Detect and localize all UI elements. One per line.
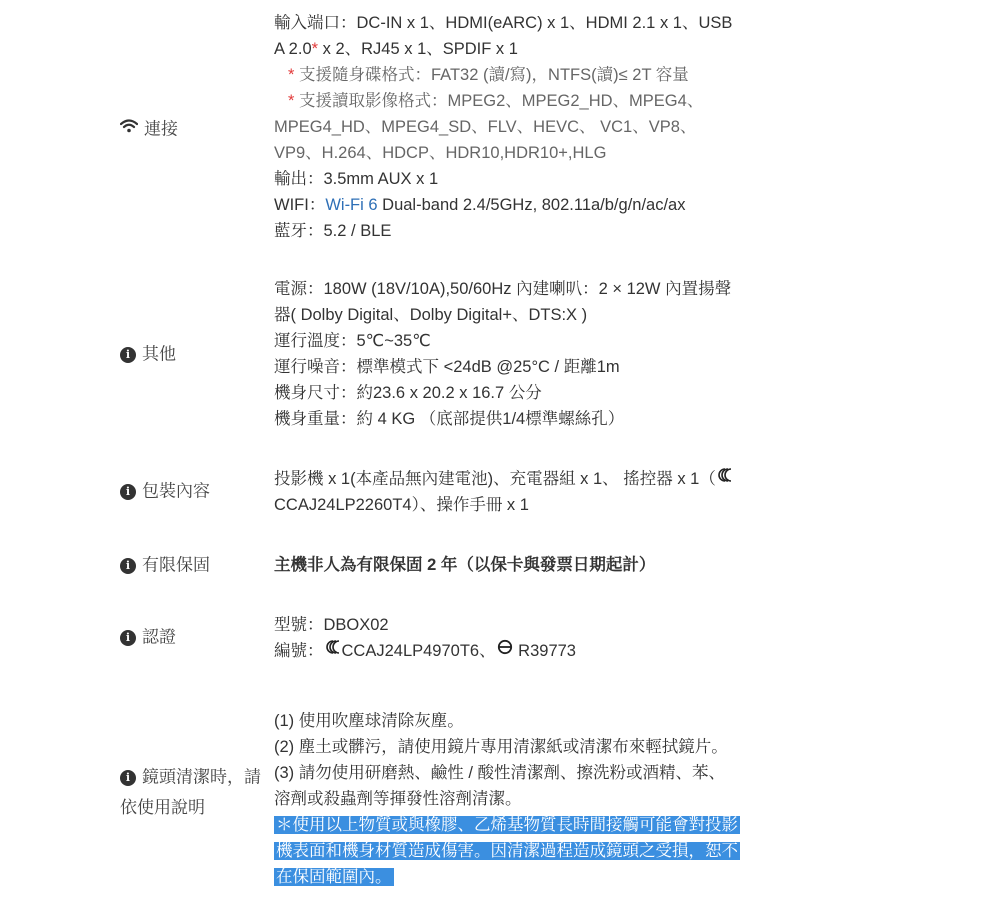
spec-label-text: 其他 bbox=[142, 344, 176, 364]
spec-text: R39773 bbox=[513, 642, 576, 660]
spec-line bbox=[274, 466, 754, 492]
spec-label-connection bbox=[120, 116, 270, 143]
spec-text: 投影機 x 1(本產品無內建電池)、充電器組 x 1、 搖控器 x 1（ bbox=[274, 470, 716, 488]
spec-label-text: 依使用說明 bbox=[120, 797, 205, 817]
spec-text: WIFI： bbox=[274, 196, 326, 214]
spec-label-text: 包裝內容 bbox=[142, 481, 210, 501]
info-icon: i bbox=[120, 761, 136, 791]
spec-line bbox=[274, 62, 754, 88]
info-icon: i bbox=[120, 623, 136, 649]
highlighted-text: 機表面和機身材質造成傷害。因清潔過程造成鏡頭之受損，恕不 bbox=[276, 842, 738, 860]
spec-line: CCAJ24LP2260T4）、操作手冊 x 1 bbox=[274, 496, 529, 514]
spec-line: 溶劑或殺蟲劑等揮發性溶劑清潔。 bbox=[274, 790, 522, 808]
spec-line: 運行溫度：5℃~35℃ bbox=[274, 332, 431, 350]
spec-label-line bbox=[120, 762, 278, 793]
highlighted-text: 在保固範圍內。 bbox=[276, 868, 392, 886]
spec-line bbox=[274, 192, 754, 218]
spec-line bbox=[274, 36, 754, 62]
spec-line: (1) 使用吹塵球清除灰塵。 bbox=[274, 712, 464, 730]
wifi-icon bbox=[120, 115, 138, 141]
highlighted-text: ＊使用以上物質或與橡膠、乙烯基物質長時間接觸可能會對投影 bbox=[276, 816, 738, 834]
ncc-mark-icon bbox=[716, 465, 734, 491]
spec-content-cleaning bbox=[274, 708, 754, 890]
spec-label-text: 鏡頭清潔時，請 bbox=[142, 767, 261, 787]
spec-label-other bbox=[120, 341, 270, 368]
spec-row-warranty bbox=[116, 552, 760, 580]
warranty-text: 主機非人為有限保固 2 年（以保卡與發票日期起計） bbox=[274, 556, 656, 574]
spec-label-text: 認證 bbox=[142, 627, 176, 647]
spec-text: A 2.0 bbox=[274, 40, 312, 58]
spec-line: 運行噪音：標準模式下 <24dB @25°C / 距離1m bbox=[274, 358, 620, 376]
highlighted-line bbox=[274, 812, 754, 838]
spec-line: 機身重量：約 4 KG （底部提供1/4標準螺絲孔） bbox=[274, 410, 625, 428]
ncc-mark-icon bbox=[324, 637, 342, 663]
spec-row-cleaning bbox=[116, 708, 760, 890]
spec-label-certification bbox=[120, 624, 270, 651]
footnote-star: * bbox=[288, 92, 300, 110]
spec-text: 編號： bbox=[274, 642, 324, 660]
spec-line bbox=[274, 638, 754, 664]
spec-line bbox=[274, 88, 754, 114]
spec-row-other bbox=[116, 276, 760, 436]
spec-label-warranty bbox=[120, 552, 270, 579]
bsmi-mark-icon bbox=[496, 637, 514, 663]
spec-line: 機身尺寸：約23.6 x 20.2 x 16.7 公分 bbox=[274, 384, 542, 402]
spec-row-package bbox=[116, 466, 760, 522]
spec-line: (3) 請勿使用研磨熱、鹼性 / 酸性清潔劑、擦洗粉或酒精、苯、 bbox=[274, 764, 726, 782]
spec-content-connection bbox=[274, 10, 754, 244]
spec-label-text: 連接 bbox=[144, 119, 178, 139]
info-icon: i bbox=[120, 477, 136, 503]
spec-content-package bbox=[274, 466, 754, 518]
spec-line: VP9、H.264、HDCP、HDR10,HDR10+,HLG bbox=[274, 144, 607, 162]
wifi6-link[interactable]: Wi-Fi 6 bbox=[325, 196, 378, 214]
spec-line: 型號：DBOX02 bbox=[274, 616, 389, 634]
spec-panel bbox=[116, 0, 760, 892]
spec-line: 器( Dolby Digital、Dolby Digital+、DTS:X ) bbox=[274, 306, 588, 324]
spec-line: MPEG4_HD、MPEG4_SD、FLV、HEVC、 VC1、VP8、 bbox=[274, 118, 697, 136]
spec-line: 電源：180W (18V/10A),50/60Hz 內建喇叭：2 × 12W 內置揚聲 bbox=[274, 280, 732, 298]
spec-row-connection bbox=[116, 8, 760, 248]
spec-text: Dual-band 2.4/5GHz, 802.11a/b/g/n/ac/ax bbox=[377, 196, 686, 214]
footnote-star: * bbox=[311, 40, 319, 58]
spec-content-certification bbox=[274, 612, 754, 664]
spec-text: CCAJ24LP4970T6、 bbox=[341, 642, 496, 660]
spec-label-text: 有限保固 bbox=[142, 555, 210, 575]
spec-line: 輸入端口：DC-IN x 1、HDMI(eARC) x 1、HDMI 2.1 x 1、USB bbox=[274, 14, 733, 32]
spec-label-cleaning bbox=[120, 762, 278, 823]
spec-text: x 2、RJ45 x 1、SPDIF x 1 bbox=[318, 40, 518, 58]
footnote-star: * bbox=[288, 66, 300, 84]
spec-row-certification bbox=[116, 612, 760, 668]
spec-label-package bbox=[120, 478, 270, 505]
spec-text: 支援隨身碟格式：FAT32 (讀/寫)，NTFS(讀)≤ 2T 容量 bbox=[299, 66, 689, 84]
spec-content-other bbox=[274, 276, 754, 432]
highlighted-line bbox=[274, 838, 754, 864]
info-icon: i bbox=[120, 551, 136, 577]
spec-text: 支援讀取影像格式：MPEG2、MPEG2_HD、MPEG4、 bbox=[299, 92, 704, 110]
highlighted-line bbox=[274, 864, 754, 890]
spec-line: 藍牙：5.2 / BLE bbox=[274, 222, 392, 240]
info-icon: i bbox=[120, 340, 136, 366]
spec-line: (2) 塵土或髒污，請使用鏡片專用清潔紙或清潔布來輕拭鏡片。 bbox=[274, 738, 728, 756]
spec-line: 輸出：3.5mm AUX x 1 bbox=[274, 170, 439, 188]
